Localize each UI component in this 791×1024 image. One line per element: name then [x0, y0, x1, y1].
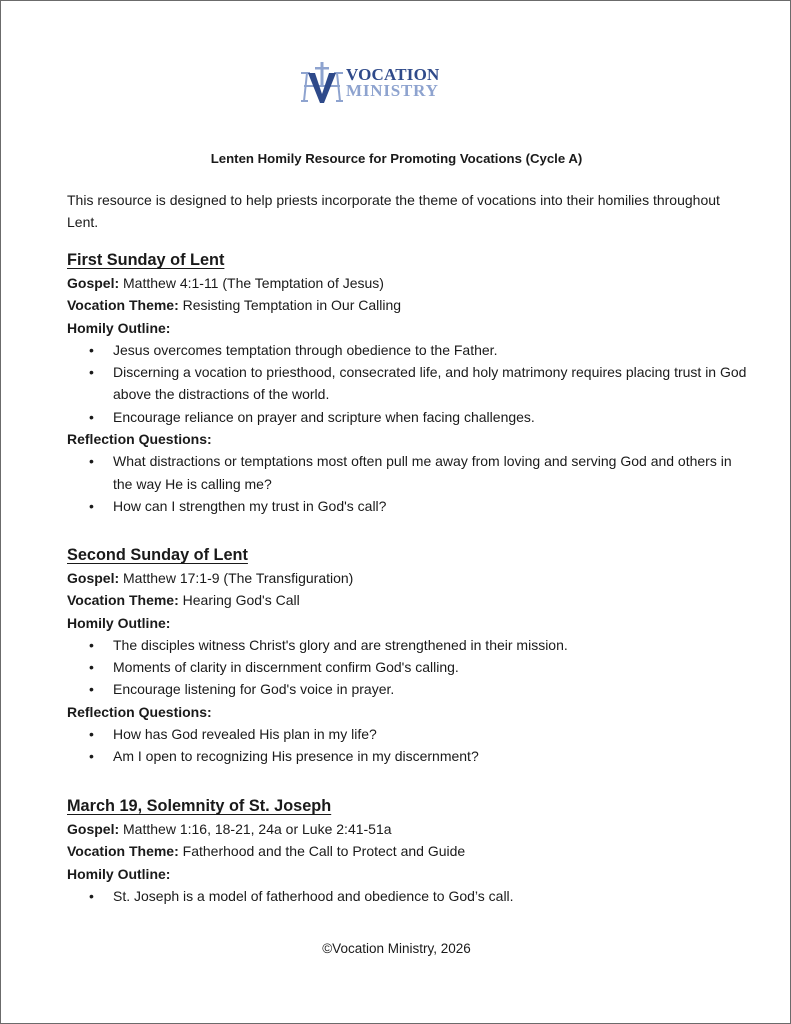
gospel-row — [67, 272, 747, 294]
outline-list — [89, 634, 747, 701]
outline-label: Homily Outline: — [67, 614, 171, 631]
gospel-label: Gospel: — [67, 275, 120, 291]
gospel-label: Gospel: — [67, 821, 120, 837]
list-item: • Encourage reliance on prayer and scripture when facing challenges. — [89, 406, 747, 428]
list-item: • How can I strengthen my trust in God's call? — [89, 495, 747, 517]
outline-list — [89, 339, 747, 428]
section-heading: Second Sunday of Lent — [67, 546, 248, 564]
list-item: • Discerning a vocation to priesthood, consecrated life, and holy matrimony requires placing trust in God above the distractions of the world. — [89, 361, 747, 406]
theme-value: Hearing God's Call — [182, 592, 300, 609]
list-item: • Am I open to recognizing His presence in my discernment? — [89, 745, 747, 767]
intro-paragraph: This resource is designed to help priests incorporate the theme of vocations into their homilies throughout Lent. — [67, 192, 720, 230]
copyright-footer: ©Vocation Ministry, 2026 — [322, 941, 471, 956]
outline-list — [89, 885, 747, 907]
gospel-value: Matthew 4:1-11 (The Temptation of Jesus) — [123, 275, 384, 291]
list-item: • Jesus overcomes temptation through obedience to the Father. — [89, 339, 747, 361]
theme-row — [67, 294, 747, 316]
gospel-label: Gospel: — [67, 570, 120, 586]
logo-line-2: MINISTRY — [346, 81, 439, 100]
vm-cross-monogram-icon — [300, 61, 344, 105]
list-item: • What distractions or temptations most often pull me away from loving and serving God and others in the way He is calling me? — [89, 450, 747, 495]
section-st-joseph — [67, 795, 747, 907]
outline-label: Homily Outline: — [67, 865, 171, 882]
theme-value: Resisting Temptation in Our Calling — [182, 297, 402, 314]
list-item: • Moments of clarity in discernment confirm God's calling. — [89, 656, 747, 678]
theme-label: Vocation Theme: — [67, 592, 179, 609]
theme-label: Vocation Theme: — [67, 297, 179, 314]
gospel-value: Matthew 1:16, 18-21, 24a or Luke 2:41-51a — [123, 821, 392, 837]
outline-label: Homily Outline: — [67, 319, 171, 336]
gospel-row — [67, 818, 747, 840]
list-item: • The disciples witness Christ's glory and are strengthened in their mission. — [89, 634, 747, 656]
gospel-value: Matthew 17:1-9 (The Transfiguration) — [123, 570, 354, 586]
list-item: • Encourage listening for God's voice in prayer. — [89, 678, 747, 700]
questions-label: Reflection Questions: — [67, 431, 212, 448]
theme-label: Vocation Theme: — [67, 843, 179, 860]
section-first-sunday — [67, 249, 747, 517]
questions-label: Reflection Questions: — [67, 703, 212, 720]
logo-line-1: VOCATION — [346, 65, 440, 84]
questions-list — [89, 723, 747, 768]
theme-value: Fatherhood and the Call to Protect and Guide — [182, 843, 466, 860]
list-item: • How has God revealed His plan in my life? — [89, 723, 747, 745]
section-second-sunday — [67, 544, 747, 768]
questions-list — [89, 450, 747, 517]
document-title: Lenten Homily Resource for Promoting Vocations (Cycle A) — [210, 151, 583, 166]
gospel-row — [67, 567, 747, 589]
section-heading: First Sunday of Lent — [67, 251, 225, 269]
vocation-ministry-logo — [300, 61, 440, 105]
section-heading: March 19, Solemnity of St. Joseph — [67, 797, 332, 815]
list-item: • St. Joseph is a model of fatherhood and obedience to God’s call. — [89, 885, 747, 907]
theme-row — [67, 840, 747, 862]
theme-row — [67, 589, 747, 611]
